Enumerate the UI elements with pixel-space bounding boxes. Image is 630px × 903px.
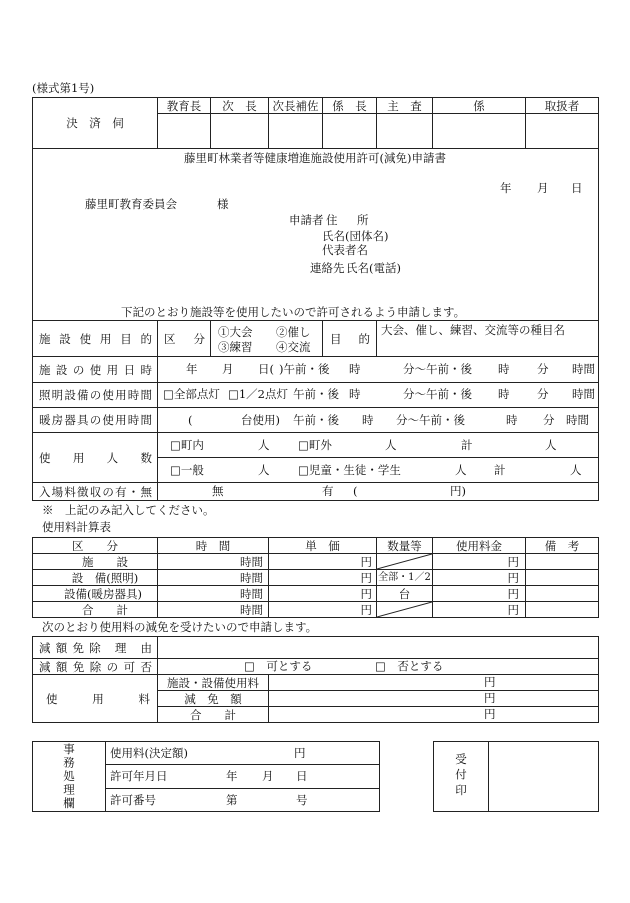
lighting-start-ampm: 午前・後 <box>293 387 339 401</box>
fee-category-label: 合 計 <box>82 602 128 617</box>
approval-stamp-box <box>157 113 211 149</box>
contact-label: 連絡先 <box>310 261 345 275</box>
admission-open-paren: ( <box>353 484 358 498</box>
fee-time-unit: 時間 <box>240 554 263 569</box>
heating-end-ampm: 分〜午前・後 <box>396 413 465 427</box>
usage-end-ampm: 分〜午前・後 <box>403 362 472 376</box>
diagonal-strike <box>377 602 432 617</box>
fee-category-label: 設備(暖房器具) <box>64 586 142 601</box>
attendees-label-cell <box>32 432 158 483</box>
fee-row-fee <box>432 553 526 570</box>
approval-header-label: 主 査 <box>387 98 422 113</box>
attendees-total-label: 計 <box>461 438 473 452</box>
usage-start-ampm: )午前・後 <box>279 362 330 376</box>
reduction-fee-label: 使 用 料 <box>46 691 150 706</box>
fee-header-label: 備 考 <box>544 538 580 553</box>
approval-header-superintendent <box>157 97 211 114</box>
fee-row-fee <box>432 569 526 586</box>
option-tournament: ①大会 <box>218 325 253 339</box>
fee-row-quantity-na <box>376 553 433 570</box>
fill-in-note: ※ 上記のみ記入してください。 <box>42 503 215 517</box>
approval-stamp-box <box>376 113 433 149</box>
lighting-label: 照明設備の使用時間 <box>39 388 152 402</box>
approve-checkbox: □ 可とする <box>244 659 313 673</box>
fee-header-label: 時 間 <box>195 538 231 553</box>
lighting-hours: 時間 <box>572 387 595 401</box>
addressee: 藤里町教育委員会 <box>85 197 177 211</box>
fee-header-fee <box>432 537 526 554</box>
permit-number-prefix: 第 <box>226 793 238 807</box>
category-label-cell <box>157 320 211 357</box>
usage-end-minute: 分 <box>537 362 549 376</box>
approval-header-label: 次 長 <box>222 98 257 113</box>
admission-label-cell <box>32 482 158 501</box>
admission-yen: 円) <box>450 484 466 498</box>
objective-label-cell <box>322 320 377 357</box>
form-number: (様式第1号) <box>32 81 95 95</box>
facility-fee-yen: 円 <box>484 675 496 689</box>
reduction-total-yen: 円 <box>484 707 496 721</box>
reduction-fee-row-label-cell <box>157 674 269 691</box>
heating-start-ampm: 午前・後 <box>293 413 339 427</box>
office-label: 事務処理欄 <box>62 742 76 811</box>
fee-amount-unit: 円 <box>507 602 519 617</box>
usage-hours: 時間 <box>572 362 595 376</box>
fee-header-remarks <box>525 537 599 554</box>
lighting-half-checkbox: □1／2点灯 <box>228 387 288 401</box>
fee-header-label: 使用料金 <box>456 538 502 553</box>
approval-stamp-box <box>432 113 526 149</box>
fee-header-category <box>32 537 158 554</box>
attendees-outside-unit: 人 <box>385 438 397 452</box>
approval-header-label: 係 <box>473 98 485 113</box>
fee-amount-unit: 円 <box>507 586 519 601</box>
attendees-row-residence <box>157 432 599 458</box>
approval-header-label: 係 長 <box>332 98 367 113</box>
representative-label: 代表者名 <box>322 243 368 257</box>
reception-label-cell <box>433 741 489 812</box>
usage-datetime-label-cell <box>32 356 158 383</box>
fee-row-remarks <box>525 585 599 602</box>
attendees-label: 使 用 人 数 <box>39 450 152 465</box>
fee-price-unit: 円 <box>360 570 372 585</box>
fee-price-unit: 円 <box>360 586 372 601</box>
approval-label-cell <box>32 97 158 149</box>
reduction-reason-field <box>157 636 599 659</box>
contact-name-label: 氏名(電話) <box>346 261 401 275</box>
heating-open-paren: ( <box>188 413 193 427</box>
approval-header-assistant-deputy <box>268 97 323 114</box>
attendees-total-unit: 人 <box>570 463 582 477</box>
reduction-amount-label: 減 免 額 <box>184 691 242 706</box>
fee-row-quantity-na <box>376 601 433 618</box>
fee-quantity-label: 全部・1／2 <box>378 571 431 583</box>
purpose-label-cell <box>32 320 158 357</box>
heating-start-hour: 時 <box>362 413 374 427</box>
lighting-field <box>157 382 599 408</box>
reception-stamp-box <box>488 741 599 812</box>
usage-datetime-label: 施 設 の 使 用 日 時 <box>39 362 152 377</box>
usage-day: 日( <box>258 362 274 376</box>
fee-row-time <box>157 569 269 586</box>
fee-row-category <box>32 601 158 618</box>
heating-end-hour: 時 <box>506 413 518 427</box>
permit-date-day: 日 <box>296 769 308 783</box>
approval-header-label: 教育長 <box>166 98 202 113</box>
reduction-amount-yen: 円 <box>484 691 496 705</box>
option-event: ②催し <box>276 325 311 339</box>
permit-date-month: 月 <box>262 769 274 783</box>
reduction-fee-row-value <box>268 690 599 707</box>
heating-field <box>157 407 599 433</box>
fee-row-time <box>157 585 269 602</box>
usage-month: 月 <box>222 362 234 376</box>
fee-header-label: 区 分 <box>72 538 118 553</box>
date-month-label: 月 <box>537 181 549 195</box>
fee-row-remarks <box>525 553 599 570</box>
approval-label: 決 済 伺 <box>66 116 124 130</box>
heating-end-minute: 分 <box>543 413 555 427</box>
fee-row-quantity <box>376 585 433 602</box>
approval-header-deputy <box>210 97 269 114</box>
approval-header-staff <box>432 97 526 114</box>
admission-label: 入場料徴収の有・無 <box>39 484 152 499</box>
office-label-cell <box>32 741 106 812</box>
fee-category-label: 設 備(照明) <box>71 570 139 585</box>
date-year-label: 年 <box>500 181 512 195</box>
address-label: 住 所 <box>326 213 373 227</box>
fee-row-category <box>32 553 158 570</box>
application-block <box>32 148 599 321</box>
fee-time-unit: 時間 <box>240 602 263 617</box>
permit-date-label: 許可年月日 <box>110 769 168 783</box>
lighting-end-hour: 時 <box>498 387 510 401</box>
lighting-start-hour: 時 <box>349 387 361 401</box>
reduction-fee-row-value <box>268 706 599 723</box>
lighting-end-minute: 分 <box>537 387 549 401</box>
fee-decided-label: 使用料(決定額) <box>110 746 188 760</box>
fee-time-unit: 時間 <box>240 570 263 585</box>
usage-year: 年 <box>186 362 198 376</box>
reduction-reason-label: 減額免除 理 由 <box>39 640 152 655</box>
purpose-label: 施 設 使 用 目 的 <box>39 331 152 346</box>
usage-start-hour: 時 <box>349 362 361 376</box>
admission-yes: 有 <box>322 484 334 498</box>
heating-label-cell <box>32 407 158 433</box>
admission-none: 無 <box>212 484 224 498</box>
reception-label: 受付印 <box>454 753 468 800</box>
fee-header-label: 単 価 <box>305 538 340 553</box>
fee-row-unit-price <box>268 585 377 602</box>
applicant-label: 申請者 <box>289 213 324 227</box>
permit-number-label: 許可番号 <box>110 793 156 807</box>
approval-header-inspector <box>376 97 433 114</box>
usage-end-hour: 時 <box>498 362 510 376</box>
reduction-fee-row-label-cell <box>157 706 269 723</box>
fee-header-label: 数量等 <box>387 538 422 553</box>
category-label: 区 分 <box>164 331 205 346</box>
attendees-student-checkbox: □児童・生徒・学生 <box>298 463 401 477</box>
fee-header-quantity <box>376 537 433 554</box>
option-exchange: ④交流 <box>276 340 311 354</box>
heating-hours: 時間 <box>566 413 589 427</box>
attendees-outside-checkbox: □町外 <box>298 438 332 452</box>
reduction-total-label: 合 計 <box>190 707 236 722</box>
attendees-total-unit: 人 <box>545 438 557 452</box>
form-title: 藤里町林業者等健康増進施設使用許可(減免)申請書 <box>184 151 446 165</box>
fee-price-unit: 円 <box>360 602 372 617</box>
heating-label: 暖房器具の使用時間 <box>39 413 152 427</box>
fee-row-unit-price <box>268 553 377 570</box>
reduction-decision-label-cell <box>32 658 158 675</box>
approval-header-label: 次長補佐 <box>272 98 319 113</box>
fee-header-unit-price <box>268 537 377 554</box>
attendees-local-unit: 人 <box>258 438 270 452</box>
name-label: 氏名(団体名) <box>322 229 389 243</box>
fee-amount-unit: 円 <box>507 570 519 585</box>
reduction-decision-label: 減 額 免 除 の 可 否 <box>39 659 152 674</box>
diagonal-strike <box>377 554 432 569</box>
fee-row-fee <box>432 601 526 618</box>
attendees-total-label: 計 <box>494 463 506 477</box>
reduction-fee-row-label-cell <box>157 690 269 707</box>
approval-stamp-box <box>525 113 599 149</box>
fee-amount-unit: 円 <box>507 554 519 569</box>
objective-hint: 大会、催し、練習、交流等の種目名 <box>381 323 565 337</box>
request-text: 下記のとおり施設等を使用したいので許可されるよう申請します。 <box>121 305 466 319</box>
date-day-label: 日 <box>571 181 583 195</box>
reduction-intro: 次のとおり使用料の減免を受けたいので申請します。 <box>42 620 318 634</box>
fee-row-fee <box>432 585 526 602</box>
lighting-end-ampm: 分〜午前・後 <box>403 387 472 401</box>
approval-header-handler <box>525 97 599 114</box>
permit-number-suffix: 号 <box>296 793 308 807</box>
reduction-reason-label-cell <box>32 636 158 659</box>
facility-fee-label: 施設・設備使用料 <box>167 675 259 690</box>
approval-stamp-box <box>268 113 323 149</box>
attendees-local-checkbox: □町内 <box>170 438 204 452</box>
permit-date-year: 年 <box>226 769 238 783</box>
fee-decided-yen: 円 <box>294 746 306 760</box>
reduction-fee-row-value <box>268 674 599 691</box>
approval-header-section-chief <box>322 97 377 114</box>
approval-header-label: 取扱者 <box>544 98 580 113</box>
fee-table-title: 使用料計算表 <box>42 520 111 534</box>
reduction-fee-label-cell <box>32 674 158 723</box>
addressee-suffix: 様 <box>217 197 229 211</box>
fee-category-label: 施 設 <box>82 554 128 569</box>
fee-price-unit: 円 <box>360 554 372 569</box>
fee-row-remarks <box>525 569 599 586</box>
fee-row-remarks <box>525 601 599 618</box>
heating-units: 台使用) <box>241 413 280 427</box>
fee-row-time <box>157 601 269 618</box>
fee-row-category <box>32 585 158 602</box>
fee-header-time <box>157 537 269 554</box>
approval-stamp-box <box>322 113 377 149</box>
attendees-general-unit: 人 <box>258 463 270 477</box>
fee-row-unit-price <box>268 569 377 586</box>
fee-row-unit-price <box>268 601 377 618</box>
fee-row-quantity <box>376 569 433 586</box>
option-practice: ③練習 <box>218 340 253 354</box>
fee-row-category <box>32 569 158 586</box>
objective-label: 目 的 <box>330 331 370 346</box>
fee-row-time <box>157 553 269 570</box>
lighting-label-cell <box>32 382 158 408</box>
deny-checkbox: □ 否とする <box>375 659 444 673</box>
fee-quantity-label: 台 <box>398 586 411 601</box>
attendees-general-checkbox: □一般 <box>170 463 204 477</box>
attendees-student-unit: 人 <box>455 463 467 477</box>
lighting-full-checkbox: □全部点灯 <box>163 387 220 401</box>
fee-time-unit: 時間 <box>240 586 263 601</box>
approval-stamp-box <box>210 113 269 149</box>
